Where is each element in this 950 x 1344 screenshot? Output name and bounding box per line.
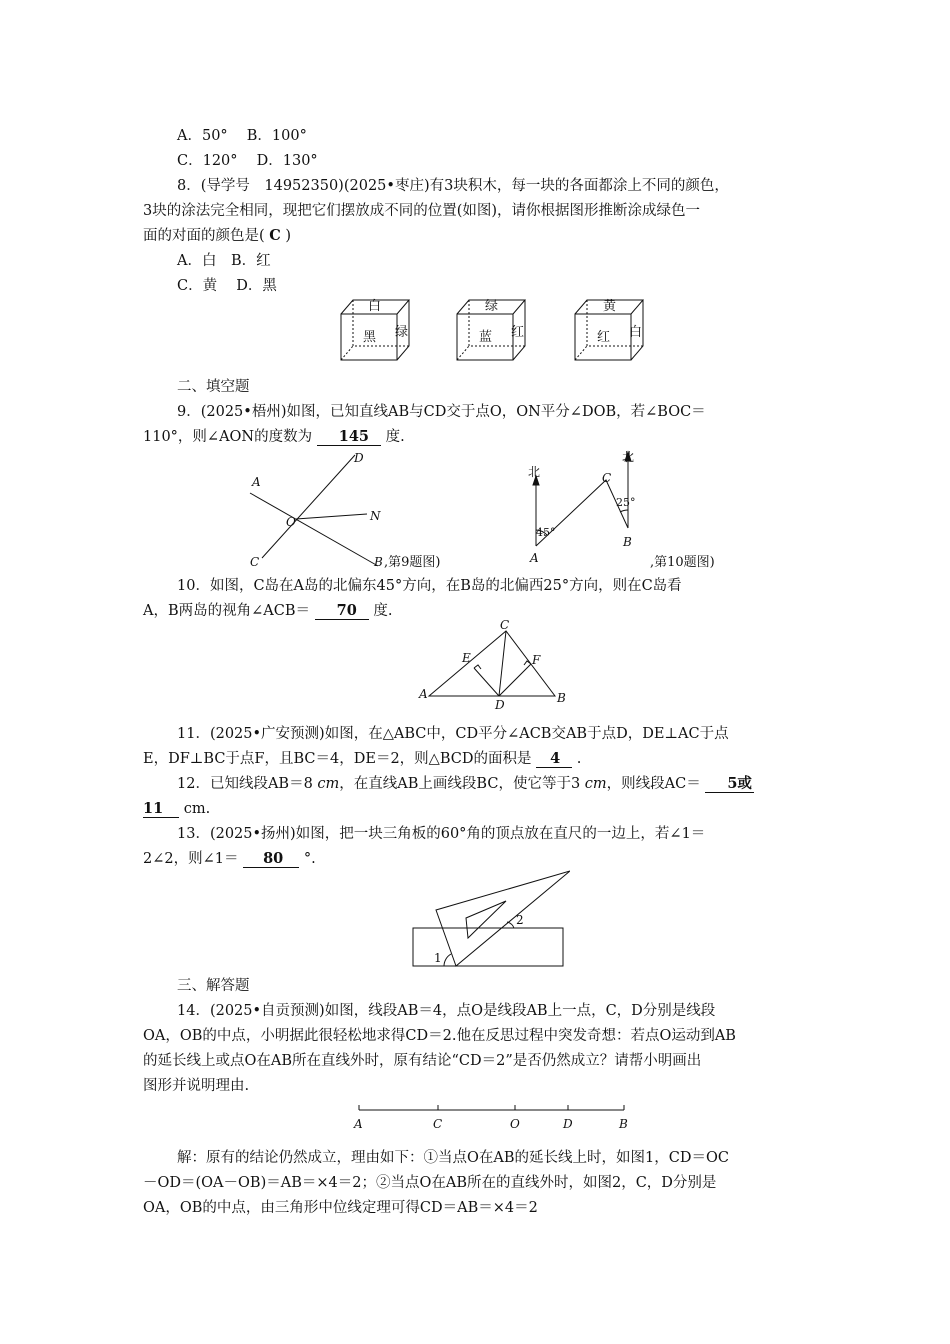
cube3-front: 红 bbox=[597, 330, 611, 345]
q8-answer: C bbox=[269, 227, 281, 244]
q10-line1: 10．如图，C岛在A岛的北偏东45°方向，在B岛的北偏西25°方向，则在C岛看 bbox=[177, 578, 682, 594]
q8-cubes-figure bbox=[335, 296, 655, 366]
q12-line1-mid: ，在直线AB上画线段BC，使它等于3 bbox=[339, 776, 581, 792]
q9-label-D: D bbox=[354, 451, 364, 465]
q12-unit-1: cm bbox=[317, 776, 340, 792]
q10-label-B: B bbox=[623, 535, 632, 549]
q13-line2 bbox=[143, 849, 316, 869]
q12-line2 bbox=[143, 799, 210, 819]
q14-figure bbox=[350, 1100, 640, 1134]
q13-line2-post: °. bbox=[303, 851, 316, 867]
q9-line2-pre: 110°，则∠AON的度数为 bbox=[143, 429, 313, 445]
q10-north-1: 北 bbox=[528, 465, 541, 479]
q11-line2-post: . bbox=[576, 751, 582, 767]
q11-label-F: F bbox=[532, 653, 541, 667]
q12-line1 bbox=[177, 774, 754, 794]
q7-options-1: A．50° B．100° bbox=[177, 128, 307, 144]
q13-label-1: 1 bbox=[434, 951, 442, 965]
q14-label-A: A bbox=[354, 1117, 363, 1131]
q11-label-A: A bbox=[419, 687, 428, 701]
q9-caption: ,第9题图) bbox=[384, 555, 441, 570]
q14-line2: OA，OB的中点，小明据此很轻松地求得CD＝2.他在反思过程中突发奇想：若点O运动到AB bbox=[143, 1028, 736, 1044]
q14-solution-2: －OD＝(OA－OB)＝AB＝×4＝2；②当点O在AB所在的直线外时，如图2，C，D分别是 bbox=[143, 1175, 717, 1191]
q11-line2-pre: E，DF⊥BC于点F，且BC＝4，DE＝2，则△BCD的面积是 bbox=[143, 751, 532, 767]
segment-DE bbox=[474, 668, 499, 696]
q9-answer: 145 bbox=[317, 428, 381, 446]
q10-line2-post: 度. bbox=[373, 603, 393, 619]
q14-line3: 的延长线上或点O在AB所在直线外时，原有结论“CD＝2”是否仍然成立？请帮小明画出 bbox=[143, 1053, 702, 1069]
q9-label-B: B bbox=[374, 555, 383, 569]
q9-line2-post: 度. bbox=[385, 429, 405, 445]
q12-answer-part2: 11 bbox=[143, 800, 179, 818]
q10-caption: ,第10题图) bbox=[650, 555, 715, 570]
q10-angle-45: 45° bbox=[536, 526, 556, 539]
q8-line2: 3块的涂法完全相同，现把它们摆放成不同的位置(如图)，请你根据图形推断涂成绿色一 bbox=[143, 203, 701, 219]
q13-answer: 80 bbox=[243, 850, 299, 868]
q10-figure bbox=[520, 448, 740, 573]
q9-label-A: A bbox=[252, 475, 261, 489]
cube2-side: 红 bbox=[511, 325, 525, 340]
q8-line3 bbox=[143, 226, 291, 246]
q14-line1: 14．(2025•自贡预测)如图，线段AB＝4，点O是线段AB上一点，C，D分别是线段 bbox=[177, 1003, 716, 1019]
q9-line1: 9．(2025•梧州)如图，已知直线AB与CD交于点O，ON平分∠DOB，若∠BOC＝ bbox=[177, 404, 706, 420]
q14-solution-1: 解：原有的结论仍然成立，理由如下：①当点O在AB的延长线上时，如图1，CD＝OC bbox=[177, 1150, 729, 1166]
right-angle-E bbox=[474, 665, 481, 669]
q11-label-B: B bbox=[557, 691, 566, 705]
q13-figure bbox=[410, 868, 570, 972]
ray-ON bbox=[296, 514, 367, 519]
q12-line2-post: cm. bbox=[183, 801, 211, 817]
q11-figure bbox=[415, 618, 575, 710]
section-solve: 三、解答题 bbox=[177, 978, 250, 994]
cube1-front: 黑 bbox=[363, 330, 377, 345]
q11-answer: 4 bbox=[536, 750, 572, 768]
cube3-top: 黄 bbox=[603, 299, 617, 314]
cube3-side: 白 bbox=[629, 325, 643, 340]
q14-solution-3: OA，OB的中点，由三角形中位线定理可得CD＝AB＝×4＝2 bbox=[143, 1200, 538, 1216]
q9-label-N: N bbox=[370, 509, 381, 523]
q10-line2-pre: A，B两岛的视角∠ACB＝ bbox=[143, 603, 310, 619]
q11-label-D: D bbox=[495, 698, 505, 710]
q11-line2 bbox=[143, 749, 581, 769]
q11-line1: 11．(2025•广安预测)如图，在△ABC中，CD平分∠ACB交AB于点D，DE⊥AC于点 bbox=[177, 726, 729, 742]
q9-figure bbox=[240, 448, 480, 573]
q12-unit-2: cm bbox=[584, 776, 607, 792]
q13-line2-pre: 2∠2，则∠1＝ bbox=[143, 851, 239, 867]
q8-options-1: A．白 B．红 bbox=[177, 253, 271, 269]
cube1-top: 白 bbox=[368, 299, 382, 314]
q12-line1-pre: 12．已知线段AB＝8 bbox=[177, 776, 313, 792]
q8-options-2: C．黄 D．黑 bbox=[177, 278, 277, 294]
q8-line3-end: ) bbox=[285, 228, 292, 244]
segment-CD bbox=[499, 631, 506, 696]
q11-label-C: C bbox=[500, 618, 510, 632]
q8-line1: 8．(导学号 14952350)(2025•枣庄)有3块积木，每一块的各面都涂上不同的颜色， bbox=[177, 178, 729, 194]
q14-line4: 图形并说明理由. bbox=[143, 1078, 250, 1094]
q14-label-D: D bbox=[563, 1117, 573, 1131]
q11-label-E: E bbox=[462, 651, 471, 665]
segment-DF bbox=[499, 664, 531, 696]
q7-options-2: C．120° D．130° bbox=[177, 153, 318, 169]
q10-north-2: 北 bbox=[622, 450, 635, 464]
cube1-side: 绿 bbox=[395, 325, 409, 340]
angle-25-arc bbox=[620, 510, 628, 512]
q9-line2 bbox=[143, 427, 405, 447]
q14-label-B: B bbox=[619, 1117, 628, 1131]
cube2-top: 绿 bbox=[485, 299, 499, 314]
cube2-front: 蓝 bbox=[479, 330, 493, 345]
section-fill-in: 二、填空题 bbox=[177, 379, 250, 395]
q13-label-2: 2 bbox=[516, 913, 524, 927]
line-CD bbox=[262, 455, 355, 558]
q13-line1: 13．(2025•扬州)如图，把一块三角板的60°角的顶点放在直尺的一边上，若∠1＝ bbox=[177, 826, 706, 842]
q14-label-O: O bbox=[510, 1117, 520, 1131]
q9-label-C: C bbox=[250, 555, 260, 569]
q14-label-C: C bbox=[433, 1117, 443, 1131]
q12-answer-part1: 5或 bbox=[705, 775, 754, 793]
q10-label-A: A bbox=[530, 551, 539, 565]
q9-label-O: O bbox=[286, 515, 296, 529]
line-AB bbox=[250, 493, 378, 566]
q8-line3-text: 面的对面的颜色是( bbox=[143, 228, 265, 244]
q10-answer: 70 bbox=[315, 602, 369, 620]
q12-line1-post: ，则线段AC＝ bbox=[606, 776, 701, 792]
q10-label-C: C bbox=[602, 471, 612, 485]
q10-angle-25: 25° bbox=[616, 496, 636, 509]
q10-line2 bbox=[143, 601, 393, 621]
